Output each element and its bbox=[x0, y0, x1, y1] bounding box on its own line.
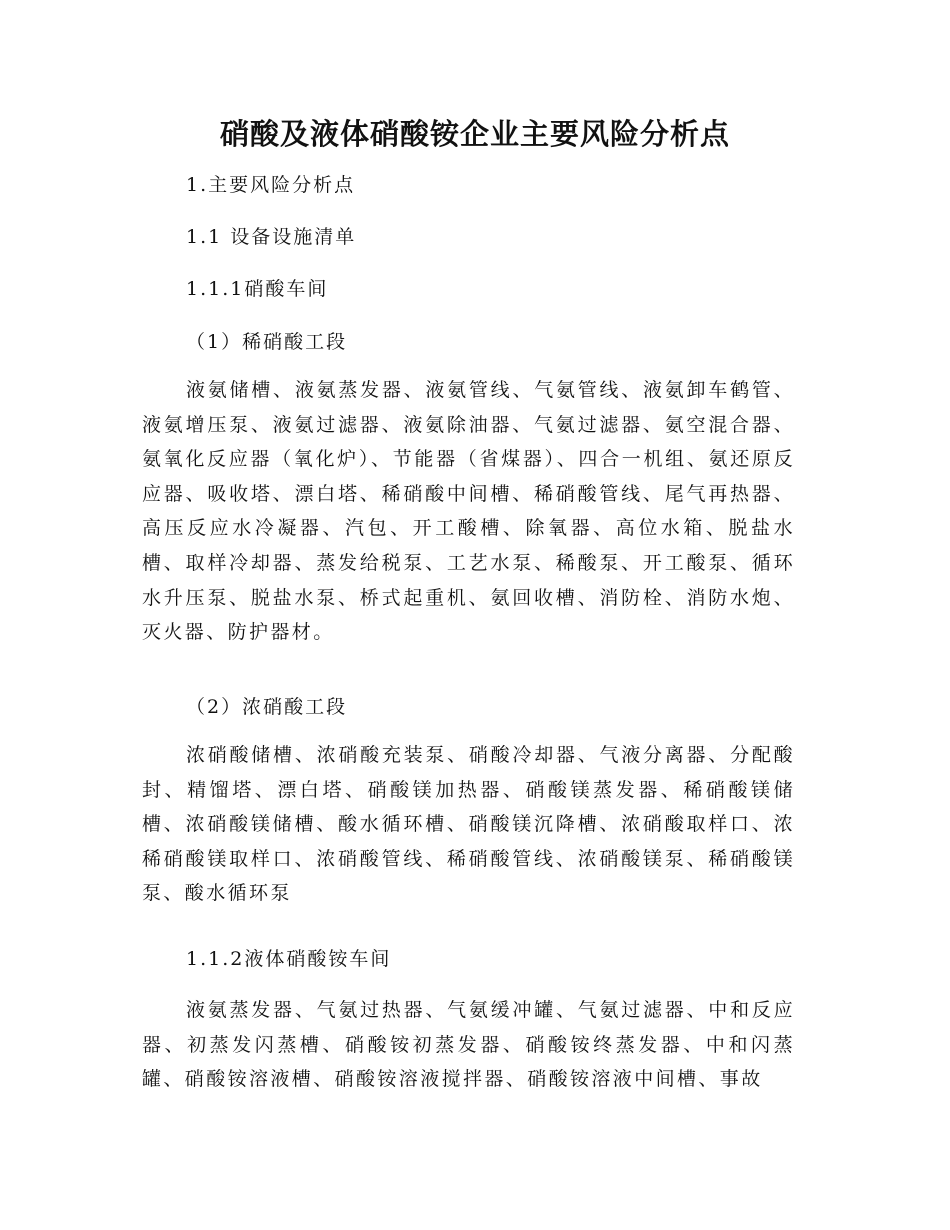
subheading-dilute-nitric-acid: （1）稀硝酸工段 bbox=[186, 331, 348, 353]
paragraph-concentrated-nitric-acid-equipment: 浓硝酸储槽、浓硝酸充装泵、硝酸冷却器、气液分离器、分配酸封、精馏塔、漂白塔、硝酸镁加热器、硝酸镁蒸发器、稀硝酸镁储槽、浓硝酸镁储槽、酸水循环槽、硝酸镁沉降槽、浓硝酸取样口、浓稀硝酸镁取样口、浓硝酸管线、稀硝酸管线、浓硝酸镁泵、稀硝酸镁泵、酸水循环泵 bbox=[142, 744, 795, 905]
paragraph-dilute-nitric-acid-equipment: 液氨储槽、液氨蒸发器、液氨管线、气氨管线、液氨卸车鹤管、液氨增压泵、液氨过滤器、液氨除油器、气氨过滤器、氨空混合器、氨氧化反应器（氧化炉）、节能器（省煤器）、四合一机组、氨还原反应器、吸收塔、漂白塔、稀硝酸中间槽、稀硝酸管线、尾气再热器、高压反应水冷凝器、汽包、开工酸槽、除氧器、高位水箱、脱盐水槽、取样冷却器、蒸发给税泵、工艺水泵、稀酸泵、开工酸泵、循环水升压泵、脱盐水泵、桥式起重机、氨回收槽、消防栓、消防水炮、灭火器、防护器材。 bbox=[142, 379, 795, 644]
heading-1: 1.主要风险分析点 bbox=[186, 174, 356, 196]
heading-1-1-1: 1.1.1硝酸车间 bbox=[186, 278, 329, 300]
paragraph-ammonium-nitrate-equipment: 液氨蒸发器、气氨过热器、气氨缓冲罐、气氨过滤器、中和反应器、初蒸发闪蒸槽、硝酸铵初蒸发器、硝酸铵终蒸发器、中和闪蒸罐、硝酸铵溶液槽、硝酸铵溶液搅拌器、硝酸铵溶液中间槽、事故 bbox=[142, 999, 795, 1091]
heading-1-1: 1.1 设备设施清单 bbox=[186, 226, 357, 248]
document-title: 硝酸及液体硝酸铵企业主要风险分析点 bbox=[219, 117, 730, 151]
subheading-concentrated-nitric-acid: （2）浓硝酸工段 bbox=[186, 696, 348, 718]
heading-1-1-2: 1.1.2液体硝酸铵车间 bbox=[186, 948, 392, 970]
